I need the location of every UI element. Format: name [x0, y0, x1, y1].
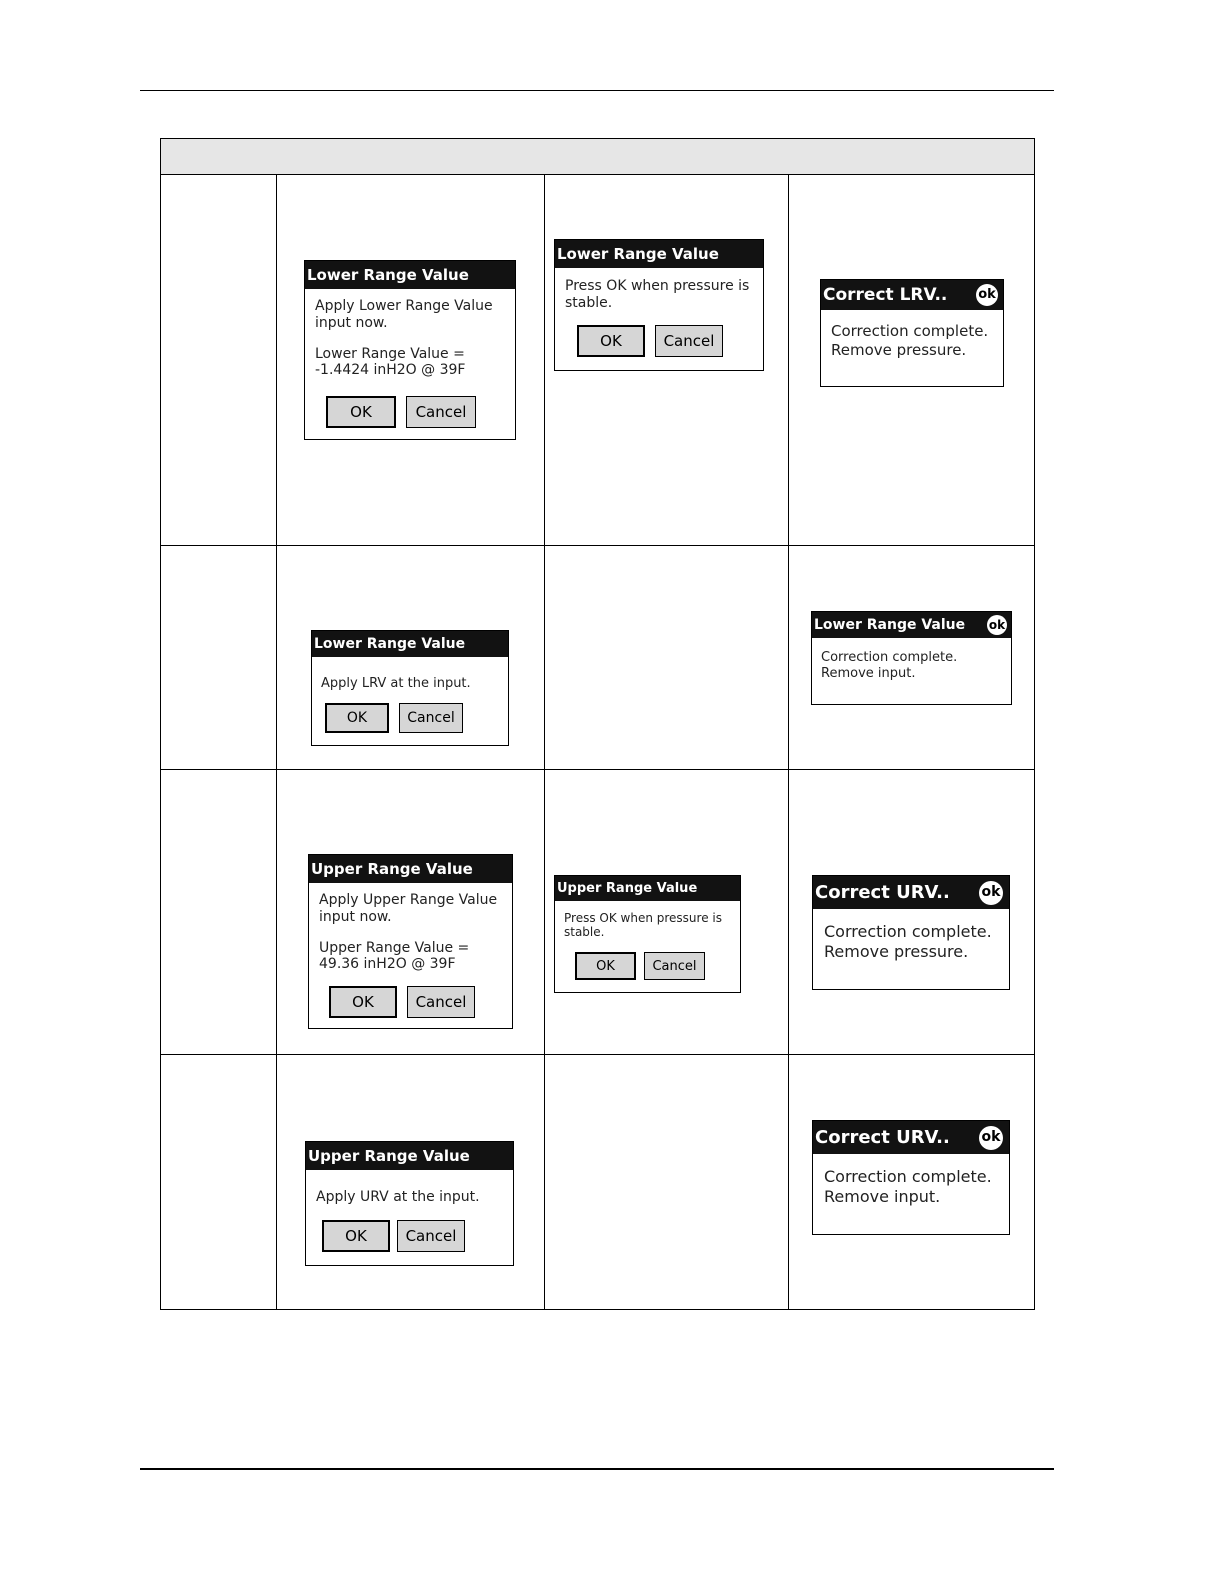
dialog-message: Correction complete. — [821, 650, 958, 665]
range-value-readout: 49.36 inH2O @ 39F — [319, 956, 456, 973]
cancel-button[interactable]: Cancel — [655, 325, 723, 357]
ok-icon[interactable]: ok — [976, 284, 998, 306]
result-cell — [789, 546, 1035, 770]
dialog-message: Correction complete. — [824, 1167, 992, 1186]
dialog-title-bar — [813, 876, 1009, 909]
ok-button[interactable]: OK — [575, 952, 636, 980]
dialog-title-bar: Lower Range Value — [312, 631, 508, 657]
ok-icon[interactable]: ok — [987, 615, 1007, 635]
step-cell — [161, 175, 277, 546]
procedure-table — [160, 138, 1035, 1310]
dialog-message: stable. — [565, 294, 613, 311]
action-cell — [277, 175, 545, 546]
dialog-title-bar: Lower Range Value — [305, 261, 515, 289]
footer-rule — [140, 1468, 1054, 1470]
table-row — [161, 546, 1035, 770]
dialog-title-bar: Upper Range Value — [309, 855, 512, 883]
dialog-message: Apply URV at the input. — [316, 1189, 480, 1205]
dialog-message: Remove pressure. — [831, 340, 967, 359]
cancel-button[interactable]: Cancel — [406, 396, 476, 428]
display-cell — [545, 1055, 789, 1310]
correct-urv-dialog — [812, 1120, 1010, 1235]
table-row — [161, 175, 1035, 546]
dialog-title: Correct LRV.. — [823, 285, 948, 305]
dialog-message: stable. — [564, 925, 605, 940]
action-cell — [277, 546, 545, 770]
result-cell — [789, 770, 1035, 1055]
dialog-message: Apply Lower Range Value — [315, 298, 493, 314]
apply-lrv-dialog — [304, 260, 516, 440]
dialog-message: Apply Upper Range Value — [319, 892, 498, 908]
result-cell — [789, 1055, 1035, 1310]
dialog-message: Apply LRV at the input. — [321, 676, 471, 691]
action-cell — [277, 1055, 545, 1310]
dialog-message: input now. — [319, 908, 392, 925]
dialog-message: Press OK when pressure is — [565, 278, 750, 294]
dialog-title-bar: Lower Range Value — [555, 240, 763, 268]
step-cell — [161, 1055, 277, 1310]
apply-urv-dialog — [308, 854, 513, 1029]
table-row — [161, 770, 1035, 1055]
ok-button[interactable]: OK — [325, 703, 389, 733]
display-cell — [545, 770, 789, 1055]
cancel-button[interactable]: Cancel — [407, 986, 475, 1018]
ok-button[interactable]: OK — [329, 986, 397, 1018]
dialog-title-bar — [821, 280, 1003, 310]
result-cell — [789, 175, 1035, 546]
step-cell — [161, 770, 277, 1055]
dialog-message: Remove input. — [821, 665, 916, 681]
ok-button[interactable]: OK — [326, 396, 396, 428]
dialog-message: Lower Range Value = — [315, 345, 465, 362]
action-cell — [277, 770, 545, 1055]
dialog-title-bar — [812, 612, 1011, 638]
ok-icon[interactable]: ok — [979, 1126, 1003, 1150]
dialog-message: Remove pressure. — [824, 942, 969, 961]
ok-button[interactable]: OK — [322, 1220, 390, 1252]
apply-lrv-dialog — [311, 630, 509, 746]
apply-urv-dialog — [305, 1141, 514, 1266]
cancel-button[interactable]: Cancel — [397, 1220, 465, 1252]
press-ok-dialog — [554, 875, 741, 993]
dialog-message: Upper Range Value = — [319, 939, 470, 956]
dialog-title-bar — [813, 1121, 1009, 1154]
cancel-button[interactable]: Cancel — [644, 952, 705, 980]
ok-icon[interactable]: ok — [979, 881, 1003, 905]
dialog-title: Correct URV.. — [815, 882, 950, 903]
dialog-title: Correct URV.. — [815, 1127, 950, 1148]
table-row — [161, 1055, 1035, 1310]
correct-lrv-dialog — [820, 279, 1004, 387]
dialog-message: Correction complete. — [824, 922, 992, 941]
correct-urv-dialog — [812, 875, 1010, 990]
range-value-readout: -1.4424 inH2O @ 39F — [315, 362, 466, 379]
table-header-row — [161, 139, 1035, 175]
dialog-message: Remove input. — [824, 1187, 941, 1206]
ok-button[interactable]: OK — [577, 325, 645, 357]
cancel-button[interactable]: Cancel — [399, 703, 463, 733]
dialog-message: Correction complete. — [831, 322, 989, 340]
dialog-title-bar: Upper Range Value — [306, 1142, 513, 1170]
lrv-complete-dialog — [811, 611, 1012, 705]
press-ok-dialog — [554, 239, 764, 371]
header-rule — [140, 90, 1054, 91]
dialog-title: Lower Range Value — [814, 617, 966, 633]
dialog-message: input now. — [315, 314, 388, 331]
step-cell — [161, 546, 277, 770]
display-cell — [545, 175, 789, 546]
display-cell — [545, 546, 789, 770]
dialog-title-bar: Upper Range Value — [555, 876, 740, 901]
dialog-message: Press OK when pressure is — [564, 911, 722, 925]
